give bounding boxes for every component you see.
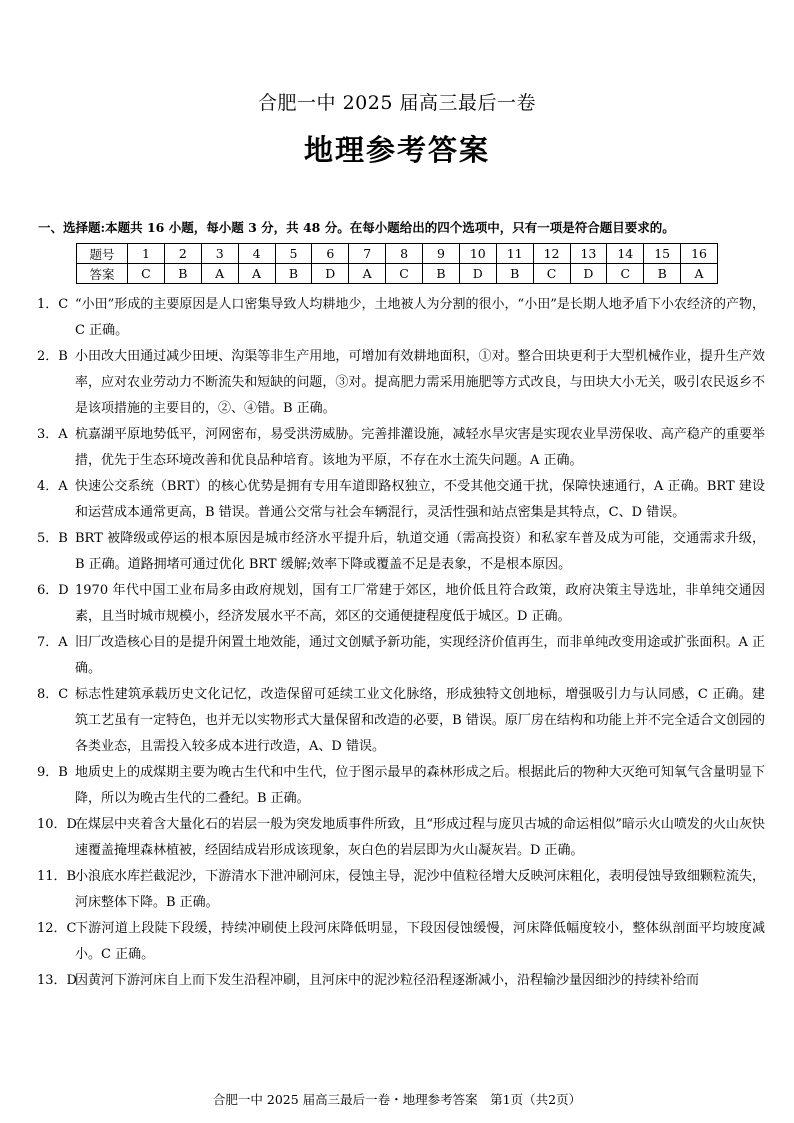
answer-table-answer-row xyxy=(77,264,718,284)
item-text: BRT 被降级或停运的根本原因是城市经济水平提升后，轨道交通（需高投资）和私家车普及成为可能，交通需求升级，B 正确。道路拥堵可通过优化 BRT 缓解;效率下降或覆盖不足是表象，不是根本原因。 xyxy=(75,531,765,572)
explanation-item xyxy=(37,292,765,344)
answer-cell: A xyxy=(201,264,238,284)
item-number: 1．C xyxy=(37,297,69,312)
item-number: 12．C xyxy=(37,921,77,936)
item-text: 1970 年代中国工业布局多由政府规划，国有工厂常建于郊区，地价低且符合政策，政府决策主导选址，非单纯交通因素，且当时城市规模小，经济发展水平不高，郊区的交通便捷程度低于城区。D 正确。 xyxy=(75,583,765,624)
section-heading: 一、选择题:本题共 16 小题，每小题 3 分，共 48 分。在每小题给出的四个选项中，只有一项是符合题目要求的。 xyxy=(38,220,675,235)
explanation-item xyxy=(37,474,765,526)
item-number: 2．B xyxy=(37,349,68,364)
item-text: 标志性建筑承载历史文化记忆，改造保留可延续工业文化脉络，形成独特文创地标，增强吸引力与认同感，C 正确。建筑工艺虽有一定特色，也并无以实物形式大量保留和改造的必要，B 错误。原厂房在结构和功能上并不完全适合文创园的各类业态，且需投入较多成本进行改造，A、D 错误。 xyxy=(75,687,765,754)
item-text: 在煤层中夹着含大量化石的岩层一般为突发地质事件所致，且“形成过程与庞贝古城的命运相似”暗示火山喷发的火山灰快速覆盖掩埋森林植被，经固结成岩形成该现象，灰白色的岩层即为火山凝灰岩。D 正确。 xyxy=(75,817,765,858)
answer-cell: B xyxy=(496,264,533,284)
item-text: 小浪底水库拦截泥沙，下游清水下泄冲刷河床，侵蚀主导，泥沙中值粒径增大反映河床粗化，表明侵蚀导致细颗粒流失，河床整体下降。B 正确。 xyxy=(75,869,765,910)
explanation-list xyxy=(37,292,765,994)
item-text: “小田”形成的主要原因是人口密集导致人均耕地少，土地被人为分割的很小，“小田”是长期人地矛盾下小农经济的产物，C 正确。 xyxy=(75,297,765,338)
row-label-answer: 答案 xyxy=(77,264,128,284)
item-number: 7．A xyxy=(37,635,68,650)
question-number: 15 xyxy=(644,244,681,264)
question-number: 7 xyxy=(349,244,386,264)
explanation-item xyxy=(37,422,765,474)
answer-cell: B xyxy=(164,264,201,284)
explanation-item xyxy=(37,682,765,760)
explanation-item xyxy=(37,526,765,578)
answer-table xyxy=(76,243,718,284)
item-number: 6．D xyxy=(37,583,69,598)
answer-cell: A xyxy=(238,264,275,284)
explanation-item xyxy=(37,968,765,994)
question-number: 3 xyxy=(201,244,238,264)
item-number: 9．B xyxy=(37,765,68,780)
answer-cell: A xyxy=(349,264,386,284)
question-number: 2 xyxy=(164,244,201,264)
explanation-item xyxy=(37,630,765,682)
question-number: 10 xyxy=(459,244,496,264)
item-number: 4．A xyxy=(37,479,68,494)
item-number: 8．C xyxy=(37,687,69,702)
question-number: 8 xyxy=(386,244,423,264)
question-number: 16 xyxy=(681,244,718,264)
answer-cell: B xyxy=(275,264,312,284)
item-text: 地质史上的成煤期主要为晚古生代和中生代，位于图示最早的森林形成之后。根据此后的物种大灭绝可知氧气含量明显下降，所以为晚古生代的二叠纪。B 正确。 xyxy=(75,765,765,806)
item-number: 11．B xyxy=(37,869,77,884)
question-number: 5 xyxy=(275,244,312,264)
explanation-item xyxy=(37,344,765,422)
item-text: 因黄河下游河床自上而下发生沿程冲刷，且河床中的泥沙粒径沿程逐渐减小，沿程输沙量因细沙的持续补给而 xyxy=(75,973,700,988)
question-number: 1 xyxy=(128,244,165,264)
question-number: 11 xyxy=(496,244,533,264)
item-number: 5．B xyxy=(37,531,68,546)
answer-cell: D xyxy=(312,264,349,284)
explanation-item xyxy=(37,578,765,630)
explanation-item xyxy=(37,916,765,968)
answer-cell: C xyxy=(533,264,570,284)
question-number: 4 xyxy=(238,244,275,264)
item-number: 3．A xyxy=(37,427,68,442)
item-text: 小田改大田通过减少田埂、沟渠等非生产用地，可增加有效耕地面积，①对。整合田块更利于大型机械作业，提升生产效率，应对农业劳动力不断流失和短缺的问题，③对。提高肥力需采用施肥等方式改良，与田块大小无关，吸引农民返乡不是该项措施的主要目的，②、④错。B 正确。 xyxy=(75,349,765,416)
question-number: 14 xyxy=(607,244,644,264)
page-title: 地理参考答案 xyxy=(303,133,490,167)
answer-cell: D xyxy=(570,264,607,284)
explanation-item xyxy=(37,760,765,812)
answer-cell: C xyxy=(607,264,644,284)
question-number: 6 xyxy=(312,244,349,264)
question-number: 12 xyxy=(533,244,570,264)
answer-cell: D xyxy=(459,264,496,284)
answer-cell: B xyxy=(423,264,460,284)
row-label-number: 题号 xyxy=(77,244,128,264)
exam-subtitle: 合肥一中 2025 届高三最后一卷 xyxy=(258,92,536,114)
explanation-item xyxy=(37,812,765,864)
item-text: 快速公交系统（BRT）的核心优势是拥有专用车道即路权独立，不受其他交通干扰，保障快速通行，A 正确。BRT 建设和运营成本通常更高，B 错误。普通公交常与社会车辆混行，灵活性强和站点密集是其特点，C、D 错误。 xyxy=(75,479,765,520)
answer-cell: A xyxy=(681,264,718,284)
item-text: 旧厂改造核心目的是提升闲置土地效能，通过文创赋予新功能，实现经济价值再生，而非单纯改变用途或扩张面积。A 正确。 xyxy=(75,635,765,676)
explanation-item xyxy=(37,864,765,916)
answer-cell: C xyxy=(386,264,423,284)
question-number: 13 xyxy=(570,244,607,264)
page-footer: 合肥一中 2025 届高三最后一卷・地理参考答案 第1页（共2页） xyxy=(212,1092,582,1107)
answer-cell: C xyxy=(128,264,165,284)
item-text: 下游河道上段陡下段缓，持续冲刷使上段河床降低明显，下段因侵蚀缓慢，河床降低幅度较小，整体纵剖面平均坡度减小。C 正确。 xyxy=(75,921,765,962)
item-text: 杭嘉湖平原地势低平，河网密布，易受洪涝威胁。完善排灌设施，减轻水旱灾害是实现农业旱涝保收、高产稳产的重要举措，优先于生态环境改善和优良品种培育。该地为平原，不存在水土流失问题。A 正确。 xyxy=(75,427,765,468)
item-number: 10．D xyxy=(37,817,77,832)
question-number: 9 xyxy=(423,244,460,264)
answer-cell: B xyxy=(644,264,681,284)
answer-table-number-row xyxy=(77,244,718,264)
item-number: 13．D xyxy=(37,973,77,988)
